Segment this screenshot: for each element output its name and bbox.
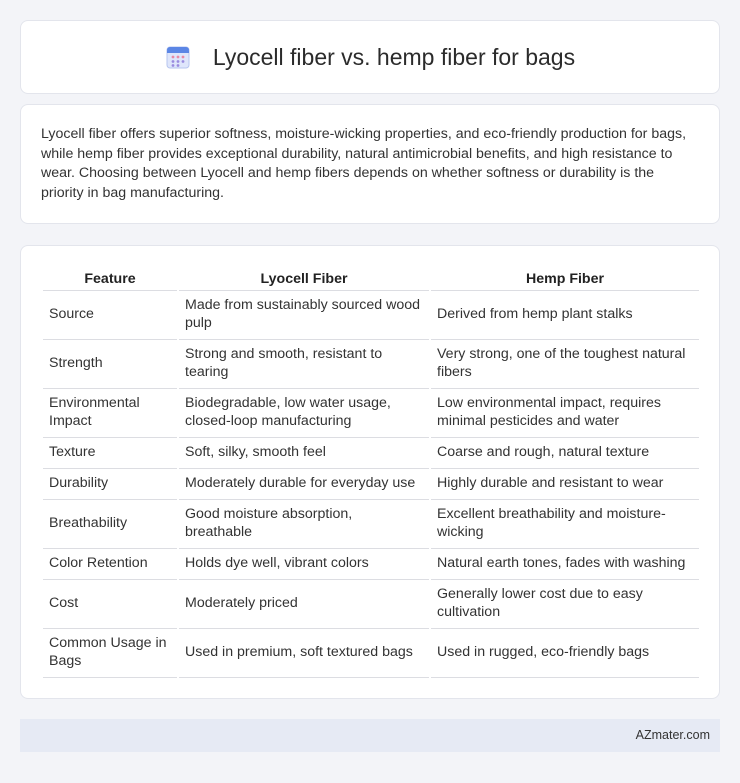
header-lyocell: Lyocell Fiber: [178, 264, 430, 290]
hemp-cell: Excellent breathability and moisture-wicking: [430, 499, 699, 548]
feature-cell: Breathability: [43, 499, 178, 548]
table-row: [43, 339, 699, 388]
hemp-cell: Generally lower cost due to easy cultivation: [430, 579, 699, 628]
header-feature: Feature: [43, 264, 178, 290]
feature-cell: Source: [43, 290, 178, 339]
header-hemp: Hemp Fiber: [430, 264, 699, 290]
hemp-cell: Low environmental impact, requires minimal pesticides and water: [430, 388, 699, 437]
page-title: Lyocell fiber vs. hemp fiber for bags: [212, 43, 576, 70]
table-row: [43, 468, 699, 499]
feature-cell: Durability: [43, 468, 178, 499]
feature-cell: Cost: [43, 579, 178, 628]
table-row: [43, 388, 699, 437]
feature-cell: Texture: [43, 437, 178, 468]
comparison-table-card: [20, 245, 720, 699]
hemp-cell: Coarse and rough, natural texture: [430, 437, 699, 468]
lyocell-cell: Moderately durable for everyday use: [178, 468, 430, 499]
calendar-icon: [165, 44, 191, 70]
feature-cell: Environmental Impact: [43, 388, 178, 437]
table-row: [43, 628, 699, 677]
comparison-table: [43, 264, 699, 678]
lyocell-cell: Used in premium, soft textured bags: [178, 628, 430, 677]
hemp-cell: Used in rugged, eco-friendly bags: [430, 628, 699, 677]
hemp-cell: Natural earth tones, fades with washing: [430, 548, 699, 579]
feature-cell: Common Usage in Bags: [43, 628, 178, 677]
feature-cell: Strength: [43, 339, 178, 388]
lyocell-cell: Holds dye well, vibrant colors: [178, 548, 430, 579]
table-row: [43, 548, 699, 579]
lyocell-cell: Soft, silky, smooth feel: [178, 437, 430, 468]
table-row: [43, 290, 699, 339]
hemp-cell: Highly durable and resistant to wear: [430, 468, 699, 499]
hemp-cell: Derived from hemp plant stalks: [430, 290, 699, 339]
hemp-cell: Very strong, one of the toughest natural fibers: [430, 339, 699, 388]
intro-card: [20, 104, 720, 224]
lyocell-cell: Moderately priced: [178, 579, 430, 628]
table-row: [43, 437, 699, 468]
feature-cell: Color Retention: [43, 548, 178, 579]
table-row: [43, 579, 699, 628]
table-row: [43, 499, 699, 548]
lyocell-cell: Biodegradable, low water usage, closed-loop manufacturing: [178, 388, 430, 437]
lyocell-cell: Strong and smooth, resistant to tearing: [178, 339, 430, 388]
title-card: [20, 20, 720, 94]
intro-text: Lyocell fiber offers superior softness, moisture-wicking properties, and eco-friendly production for bags, while hemp fiber provides exceptional durability, natural antimicrobial benefits, and high resistance to wear. Choosing between Lyocell and hemp fibers depends on whether softness or durability is the priority in bag manufacturing.: [41, 126, 687, 201]
footer: [20, 719, 720, 752]
lyocell-cell: Made from sustainably sourced wood pulp: [178, 290, 430, 339]
lyocell-cell: Good moisture absorption, breathable: [178, 499, 430, 548]
footer-link[interactable]: AZmater.com: [635, 728, 710, 742]
table-header-row: [43, 264, 699, 290]
